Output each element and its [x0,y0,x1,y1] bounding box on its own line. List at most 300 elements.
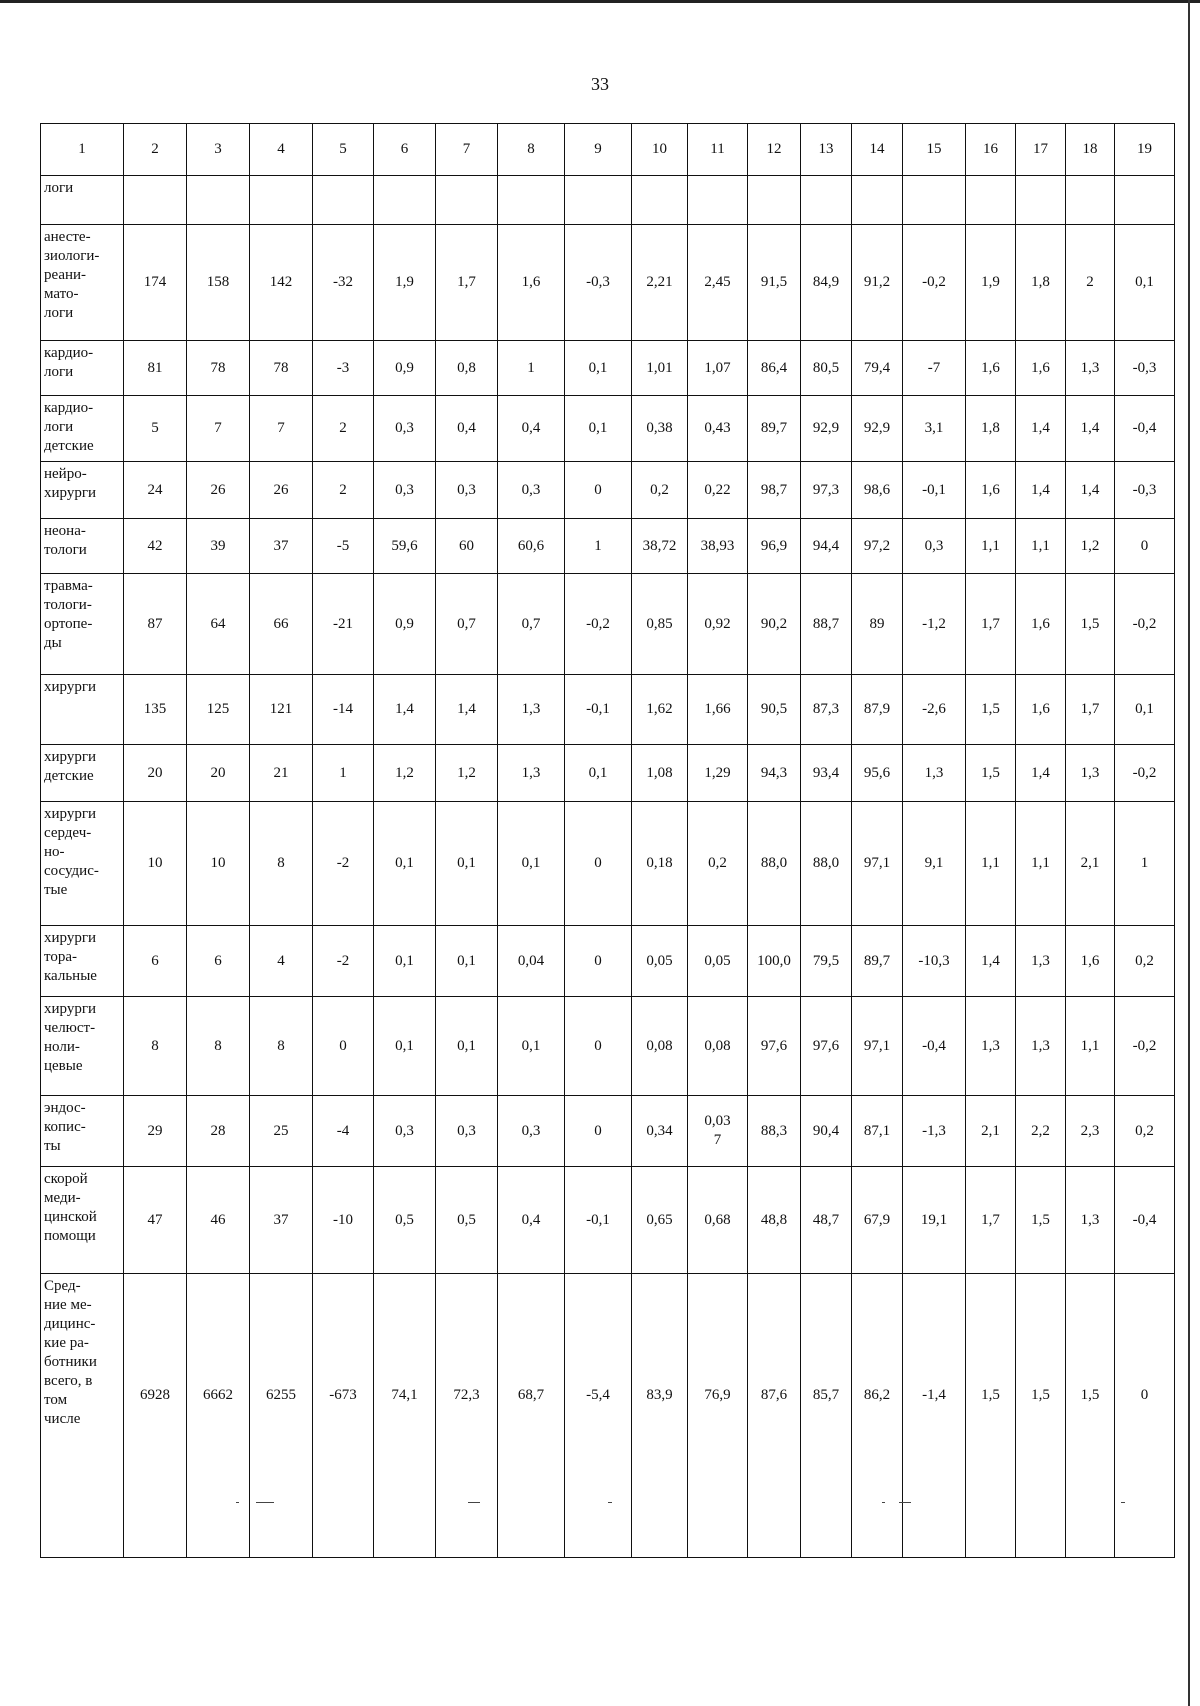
table-cell: -0,4 [1115,1167,1175,1274]
table-cell: -4 [313,1096,374,1167]
table-cell: 97,6 [801,997,852,1096]
table-cell: 1,4 [1016,745,1066,802]
table-cell: 0,3 [374,396,436,462]
table-cell: -0,1 [565,1167,632,1274]
table-cell: 0,1 [565,396,632,462]
table-row [41,1274,1175,1558]
table-cell: 0,9 [374,341,436,396]
table-cell: 1,1 [1016,802,1066,926]
table-cell: 90,4 [801,1096,852,1167]
table-row [41,675,1175,745]
table-cell: 25 [250,1096,313,1167]
table-cell: 142 [250,225,313,341]
table-cell: -5 [313,519,374,574]
header-cell: 13 [801,124,852,176]
table-cell: 8 [250,802,313,926]
table-cell: -21 [313,574,374,675]
header-cell: 17 [1016,124,1066,176]
table-cell: 1,5 [1066,574,1115,675]
table-cell: 0,03 7 [688,1096,748,1167]
table-cell: 83,9 [632,1274,688,1558]
table-cell: 1,4 [374,675,436,745]
table-cell: 0,65 [632,1167,688,1274]
table-cell: 0 [313,997,374,1096]
table-cell: 0,2 [1115,926,1175,997]
table-cell: 1,29 [688,745,748,802]
table-cell: 1,3 [1066,745,1115,802]
table-cell: 1,6 [966,341,1016,396]
table-cell: 0,08 [632,997,688,1096]
table-cell: 97,6 [748,997,801,1096]
table-cell: -0,2 [1115,574,1175,675]
table-cell: 0,3 [436,462,498,519]
table-cell: 0,5 [374,1167,436,1274]
table-cell: -3 [313,341,374,396]
table-cell: 1,1 [966,519,1016,574]
table-row [41,1096,1175,1167]
table-row [41,519,1175,574]
table-cell: 81 [124,341,187,396]
table-cell: 0 [1115,519,1175,574]
table-cell: 1,5 [966,675,1016,745]
table-cell: 47 [124,1167,187,1274]
table-cell: 1,62 [632,675,688,745]
scan-mark [256,1502,274,1503]
table-cell: 86,4 [748,341,801,396]
table-cell: 0,7 [498,574,565,675]
row-label: хирурги тора- кальные [41,926,124,997]
right-rule [1188,0,1190,1706]
table-cell: -0,2 [1115,745,1175,802]
table-row [41,745,1175,802]
table-cell: 4 [250,926,313,997]
table-cell: 6928 [124,1274,187,1558]
table-cell: 1,5 [966,745,1016,802]
table-cell: 0,3 [498,462,565,519]
table-cell: 1,4 [1066,462,1115,519]
table-cell: 0,4 [498,396,565,462]
table-cell: 87 [124,574,187,675]
header-cell: 14 [852,124,903,176]
table-row [41,225,1175,341]
table-cell: -7 [903,341,966,396]
header-cell: 2 [124,124,187,176]
table-cell: 1,9 [374,225,436,341]
table-cell: 10 [124,802,187,926]
table-cell [1066,176,1115,225]
table-cell: 0,1 [374,997,436,1096]
table-cell: 28 [187,1096,250,1167]
row-label: Сред- ние ме- дицинс- кие ра- ботники всего, в том числе [41,1274,124,1558]
table-cell: -0,1 [565,675,632,745]
table-cell: -32 [313,225,374,341]
table-cell: 0,3 [498,1096,565,1167]
header-cell: 12 [748,124,801,176]
table-cell: 97,3 [801,462,852,519]
table-cell [688,176,748,225]
table-cell: 0,7 [436,574,498,675]
row-label: скорой меди- цинской помощи [41,1167,124,1274]
table-cell: 1,2 [1066,519,1115,574]
table-cell: 1,3 [1016,997,1066,1096]
table-cell: 158 [187,225,250,341]
table-cell: 5 [124,396,187,462]
table-cell: 1,6 [1066,926,1115,997]
table-cell: 8 [187,997,250,1096]
table-cell: 1,7 [1066,675,1115,745]
table-cell: 1,5 [1016,1274,1066,1558]
table-cell: 0,43 [688,396,748,462]
table-cell: 1,6 [966,462,1016,519]
table-row [41,341,1175,396]
table-cell [313,176,374,225]
table-cell: 1,6 [498,225,565,341]
table-cell: 1,6 [1016,341,1066,396]
table-cell: 85,7 [801,1274,852,1558]
table-cell: 1,4 [1016,396,1066,462]
table-cell: 0,1 [1115,225,1175,341]
table-cell: -10,3 [903,926,966,997]
row-label: хирурги челюст- ноли- цевые [41,997,124,1096]
table-cell: -1,2 [903,574,966,675]
table-cell: -1,4 [903,1274,966,1558]
table-cell: 79,4 [852,341,903,396]
table-cell: 38,72 [632,519,688,574]
table-cell: 59,6 [374,519,436,574]
table-cell: 92,9 [852,396,903,462]
row-label: кардио- логи [41,341,124,396]
table-cell: -2,6 [903,675,966,745]
table-cell: 97,1 [852,802,903,926]
table-cell: 0 [565,1096,632,1167]
table-cell: 79,5 [801,926,852,997]
table-cell: 1,9 [966,225,1016,341]
table-cell: 2,21 [632,225,688,341]
table-cell: -0,1 [903,462,966,519]
table-cell: 1,01 [632,341,688,396]
table-cell: -5,4 [565,1274,632,1558]
row-label: эндос- копис- ты [41,1096,124,1167]
table-cell [1115,176,1175,225]
table-cell: 0,1 [498,802,565,926]
table-cell: 2,1 [966,1096,1016,1167]
header-cell: 5 [313,124,374,176]
table-cell: 0,1 [565,341,632,396]
table-cell: 21 [250,745,313,802]
table-cell: 87,3 [801,675,852,745]
table-cell: 0,38 [632,396,688,462]
top-rule [0,0,1200,3]
table-cell: 91,5 [748,225,801,341]
table-cell: 0,1 [374,802,436,926]
table-cell: 1 [565,519,632,574]
table-cell: 87,6 [748,1274,801,1558]
table-row [41,802,1175,926]
table-cell [436,176,498,225]
table-cell: 98,6 [852,462,903,519]
table-cell: 1,5 [966,1274,1016,1558]
table-cell: 19,1 [903,1167,966,1274]
header-cell: 10 [632,124,688,176]
table-cell: -0,3 [565,225,632,341]
table-cell: 26 [187,462,250,519]
table-cell: 1 [313,745,374,802]
table-cell [903,176,966,225]
table-cell: 92,9 [801,396,852,462]
table-cell [1016,176,1066,225]
table-cell: -0,2 [565,574,632,675]
table-cell: 1,6 [1016,574,1066,675]
table-cell: 0,4 [498,1167,565,1274]
row-label: анесте- зиологи- реани- мато- логи [41,225,124,341]
table-cell: 90,5 [748,675,801,745]
table-cell: -14 [313,675,374,745]
table-cell: 88,0 [748,802,801,926]
table-cell: 0,4 [436,396,498,462]
table-cell: 1,7 [966,1167,1016,1274]
table-cell: 0,04 [498,926,565,997]
table-cell: 1,3 [966,997,1016,1096]
table-cell: 0 [565,926,632,997]
table-cell: 1,8 [1016,225,1066,341]
table-cell: -0,4 [1115,396,1175,462]
table-cell: 97,2 [852,519,903,574]
table-cell: 26 [250,462,313,519]
table-row [41,574,1175,675]
table-cell [565,176,632,225]
table-cell: 0,3 [374,462,436,519]
header-cell: 16 [966,124,1016,176]
row-label: травма- тологи- ортопе- ды [41,574,124,675]
table-cell: -0,3 [1115,341,1175,396]
table-cell: 0,2 [632,462,688,519]
table-cell: 1,3 [903,745,966,802]
header-cell: 8 [498,124,565,176]
table-cell: 0,05 [632,926,688,997]
header-cell: 9 [565,124,632,176]
header-cell: 11 [688,124,748,176]
table-cell: 72,3 [436,1274,498,1558]
table-cell: 78 [250,341,313,396]
table-cell: 2 [313,462,374,519]
table-cell: 80,5 [801,341,852,396]
table-cell [187,176,250,225]
table-cell [124,176,187,225]
table-cell [250,176,313,225]
table-cell: 88,0 [801,802,852,926]
table-cell: -2 [313,802,374,926]
table-cell: -2 [313,926,374,997]
table-cell: 100,0 [748,926,801,997]
table-cell: 125 [187,675,250,745]
table-cell [748,176,801,225]
table-cell: 2,2 [1016,1096,1066,1167]
table-cell: 7 [250,396,313,462]
header-cell: 4 [250,124,313,176]
table-cell: 98,7 [748,462,801,519]
table-cell: 1 [1115,802,1175,926]
table-cell: 60 [436,519,498,574]
table-cell: 20 [124,745,187,802]
table-cell: 1,08 [632,745,688,802]
table-cell: 89 [852,574,903,675]
header-cell: 3 [187,124,250,176]
table-cell: 37 [250,1167,313,1274]
table-row [41,926,1175,997]
table-cell: 0,2 [1115,1096,1175,1167]
table-cell: 0,92 [688,574,748,675]
table-cell: 1,5 [1066,1274,1115,1558]
table-cell: -0,2 [1115,997,1175,1096]
table-cell: 0,8 [436,341,498,396]
header-cell: 15 [903,124,966,176]
data-table [40,123,1175,1558]
table-cell: 8 [250,997,313,1096]
table-cell: 0,68 [688,1167,748,1274]
scan-mark [468,1502,480,1503]
table-cell: 1,3 [498,745,565,802]
table-cell: 67,9 [852,1167,903,1274]
table-cell: 1,6 [1016,675,1066,745]
table-cell: 6 [187,926,250,997]
table-cell: 88,7 [801,574,852,675]
table-cell: 0,05 [688,926,748,997]
table-cell: 3,1 [903,396,966,462]
table-cell: 2 [1066,225,1115,341]
table-cell: 1,07 [688,341,748,396]
table-cell: 7 [187,396,250,462]
table-cell: 0,22 [688,462,748,519]
table-cell: 0,1 [565,745,632,802]
table-cell: 91,2 [852,225,903,341]
table-cell: 0,1 [436,997,498,1096]
header-cell: 6 [374,124,436,176]
table-cell: -673 [313,1274,374,1558]
table-row [41,997,1175,1096]
table-cell: 6662 [187,1274,250,1558]
table-cell: 1,2 [436,745,498,802]
table-row [41,176,1175,225]
table-cell: 87,9 [852,675,903,745]
table-cell: 64 [187,574,250,675]
header-row [41,124,1175,176]
row-label: неона- тологи [41,519,124,574]
table-cell: 6 [124,926,187,997]
page-number: 33 [591,74,609,94]
header-cell: 19 [1115,124,1175,176]
header-cell: 18 [1066,124,1115,176]
table-cell: 24 [124,462,187,519]
table-cell: 1,1 [966,802,1016,926]
table-cell: 60,6 [498,519,565,574]
table-cell: 94,4 [801,519,852,574]
table-cell: 96,9 [748,519,801,574]
table-cell: 39 [187,519,250,574]
table-cell: 1,2 [374,745,436,802]
row-label: хирурги [41,675,124,745]
table-cell: 0,1 [374,926,436,997]
table-cell: 0,2 [688,802,748,926]
table-cell: 97,1 [852,997,903,1096]
table-cell: 135 [124,675,187,745]
table-cell: 87,1 [852,1096,903,1167]
table-cell: 76,9 [688,1274,748,1558]
table-cell: 42 [124,519,187,574]
row-label: кардио- логи детские [41,396,124,462]
table-cell: 0,3 [436,1096,498,1167]
table-cell: 1 [498,341,565,396]
table-cell: 1,7 [966,574,1016,675]
table-cell: 6255 [250,1274,313,1558]
table-cell: 20 [187,745,250,802]
table-cell: 1,4 [966,926,1016,997]
table-cell: 0 [1115,1274,1175,1558]
table-cell: -0,2 [903,225,966,341]
table-cell: 1,4 [1066,396,1115,462]
table-cell: -0,4 [903,997,966,1096]
table-cell: 174 [124,225,187,341]
table-cell [632,176,688,225]
table-row [41,396,1175,462]
table-cell: 10 [187,802,250,926]
table-cell: 38,93 [688,519,748,574]
table-cell: 68,7 [498,1274,565,1558]
table-cell: 0,1 [436,802,498,926]
scan-mark [236,1502,239,1503]
table-cell: 2,45 [688,225,748,341]
table-cell: 48,8 [748,1167,801,1274]
table-cell: 0,3 [903,519,966,574]
table-cell: 0 [565,462,632,519]
scan-mark [899,1502,911,1503]
table-cell: 0,1 [436,926,498,997]
table-cell: 89,7 [748,396,801,462]
row-label: хирурги сердеч- но- сосудис- тые [41,802,124,926]
header-cell: 1 [41,124,124,176]
table-cell: 2 [313,396,374,462]
row-label: хирурги детские [41,745,124,802]
table-cell: 93,4 [801,745,852,802]
table-cell: 1,8 [966,396,1016,462]
table-cell: 1,3 [1016,926,1066,997]
table-cell: 95,6 [852,745,903,802]
table-cell: 1,66 [688,675,748,745]
table-cell: -10 [313,1167,374,1274]
table-cell: 48,7 [801,1167,852,1274]
table-cell: 88,3 [748,1096,801,1167]
table-cell [498,176,565,225]
table-cell: 9,1 [903,802,966,926]
table-cell [852,176,903,225]
table-cell [966,176,1016,225]
row-label: логи [41,176,124,225]
table-cell: 1,5 [1016,1167,1066,1274]
table-cell: 1,3 [1066,1167,1115,1274]
table-cell: 0,3 [374,1096,436,1167]
table-cell: 0,5 [436,1167,498,1274]
table-cell: 90,2 [748,574,801,675]
table-cell: 0,85 [632,574,688,675]
table-cell: 0,34 [632,1096,688,1167]
table-cell: 0,08 [688,997,748,1096]
table-row [41,462,1175,519]
header-cell: 7 [436,124,498,176]
table-cell: 2,3 [1066,1096,1115,1167]
table-cell: 66 [250,574,313,675]
table-cell: 78 [187,341,250,396]
table-cell: 1,3 [498,675,565,745]
scan-mark [882,1502,885,1503]
